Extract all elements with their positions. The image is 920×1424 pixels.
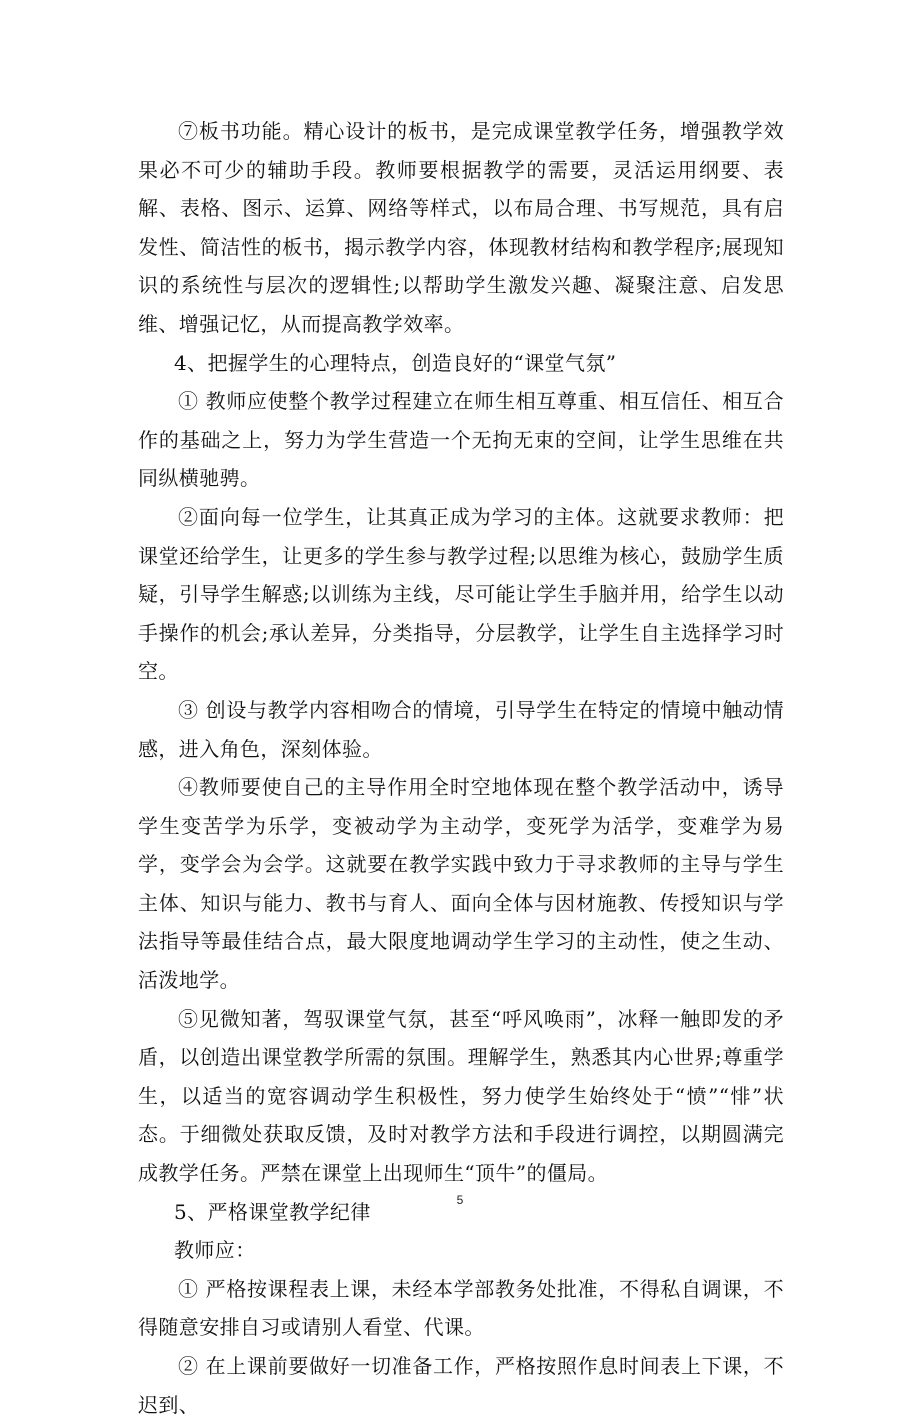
paragraph-teacher-should: 教师应： bbox=[174, 1238, 256, 1263]
section-heading-4: 4、把握学生的心理特点，创造良好的“课堂气氛” bbox=[174, 350, 617, 375]
section-heading-5: 5、严格课堂教学纪律 bbox=[174, 1199, 371, 1224]
paragraph-item-4: ④教师要使自己的主导作用全时空地体现在整个教学活动中，诱导学生变苦学为乐学，变被动学为主动学，变死学为活学，变难学为易学，变学会为会学。这就要在教学实践中致力于寻求教师的主导与学生主体、知识与能力、教书与育人、面向全体与因材施教、传授知识与学法指导等最佳结合点，最大限度地调动学生学习的主动性，使之生动、活泼地学。 bbox=[138, 775, 784, 993]
document-body bbox=[138, 112, 784, 1424]
page-number: 5 bbox=[456, 1193, 464, 1207]
paragraph-item-3: ③ 创设与教学内容相吻合的情境，引导学生在特定的情境中触动情感，进入角色，深刻体验。 bbox=[138, 697, 784, 761]
paragraph-item-2: ②面向每一位学生，让其真正成为学习的主体。这就要求教师：把课堂还给学生，让更多的学生参与教学过程;以思维为核心，鼓励学生质疑，引导学生解惑;以训练为主线，尽可能让学生手脑并用，给学生以动手操作的机会;承认差异，分类指导，分层教学，让学生自主选择学习时空。 bbox=[138, 504, 784, 684]
paragraph-rule-1: ① 严格按课程表上课，未经本学部教务处批准，不得私自调课，不得随意安排自习或请别人看堂、代课。 bbox=[138, 1276, 784, 1340]
paragraph-rule-2: ② 在上课前要做好一切准备工作，严格按照作息时间表上下课，不迟到、 bbox=[138, 1354, 784, 1417]
paragraph-item-1: ① 教师应使整个教学过程建立在师生相互尊重、相互信任、相互合作的基础之上，努力为学生营造一个无拘无束的空间，让学生思维在共同纵横驰骋。 bbox=[138, 389, 784, 491]
paragraph-item-5: ⑤见微知著，驾驭课堂气氛，甚至“呼风唤雨”，冰释一触即发的矛盾，以创造出课堂教学所需的氛围。理解学生，熟悉其内心世界;尊重学生，以适当的宽容调动学生积极性，努力使学生始终处于“愤”“悱”状态。于细微处获取反馈，及时对教学方法和手段进行调控，以期圆满完成教学任务。严禁在课堂上出现师生“顶牛”的僵局。 bbox=[138, 1006, 784, 1186]
paragraph-blackboard-function: ⑦板书功能。精心设计的板书，是完成课堂教学任务，增强教学效果必不可少的辅助手段。教师要根据教学的需要，灵活运用纲要、表解、表格、图示、运算、网络等样式，以布局合理、书写规范，具有启发性、简洁性的板书，揭示教学内容，体现教材结构和教学程序;展现知识的系统性与层次的逻辑性;以帮助学生激发兴趣、凝聚注意、启发思维、增强记忆，从而提高教学效率。 bbox=[138, 119, 784, 336]
